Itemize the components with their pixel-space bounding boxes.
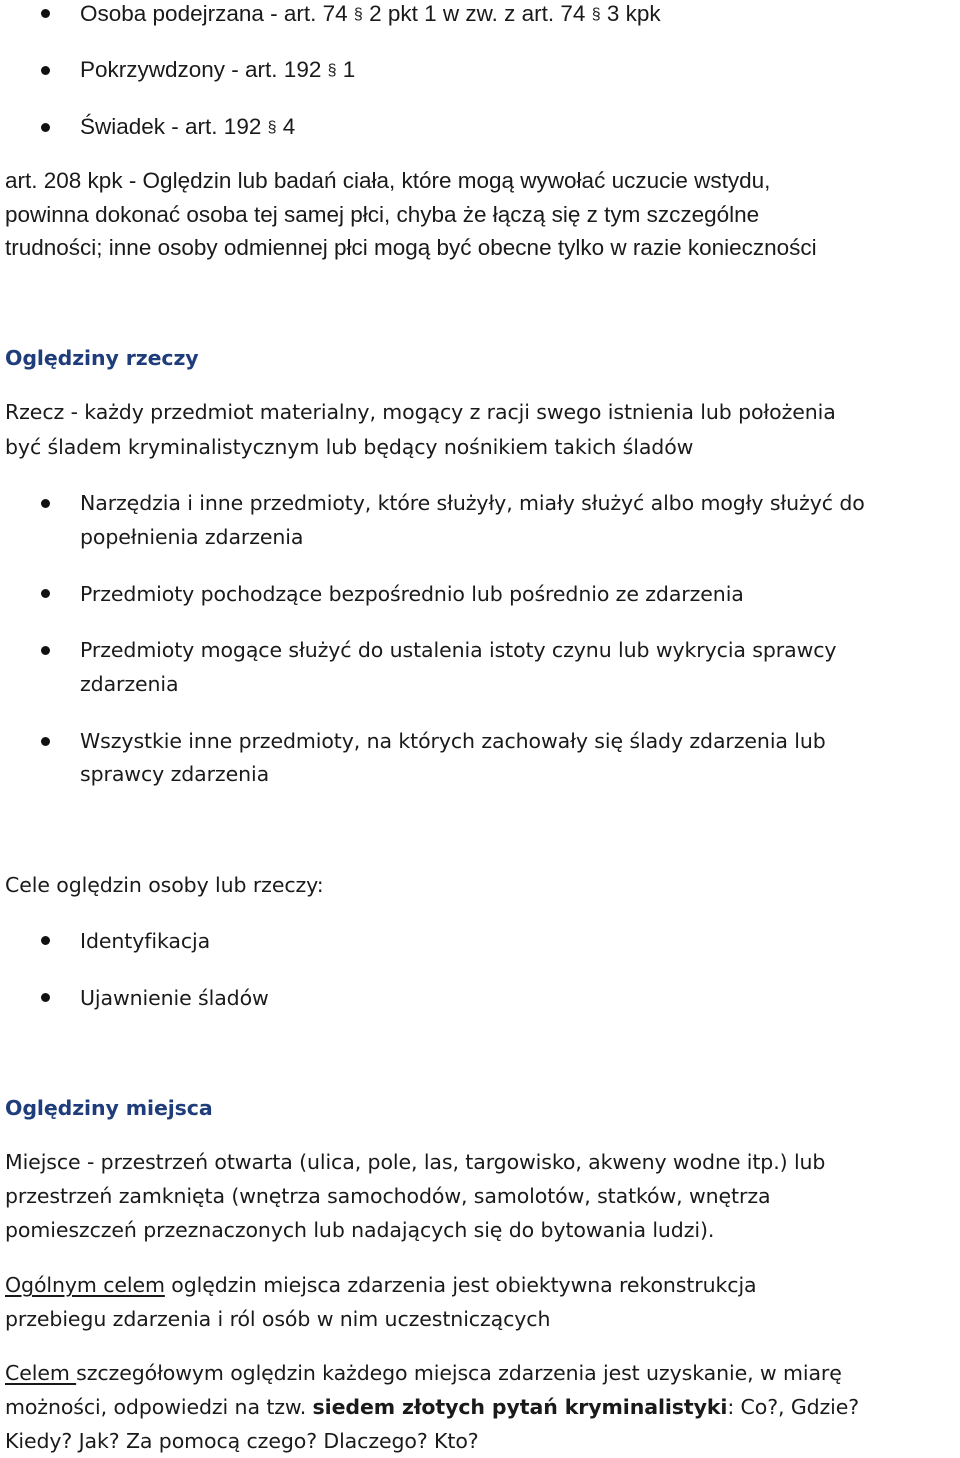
section-heading-ogledziny-rzeczy: Oględziny rzeczy <box>5 346 199 370</box>
bullet-dot <box>41 66 50 75</box>
list-item-line: sprawcy zdarzenia <box>80 762 270 786</box>
list-item-osoba-podejrzana <box>80 2 661 29</box>
paragraph-ogolny-cel <box>5 1273 757 1297</box>
section-sign: § <box>267 119 277 136</box>
definition-rzecz-line: być śladem kryminalistycznym lub będący nośnikiem takich śladów <box>5 435 694 459</box>
list-item-text: Osoba podejrzana - art. 74 <box>80 1 354 26</box>
paragraph-ogolny-cel-line2: przebiegu zdarzenia i ról osób w nim uczestniczących <box>5 1307 551 1331</box>
list-item-line: zdarzenia <box>80 672 179 696</box>
definition-miejsce-line: przestrzeń zamknięta (wnętrza samochodów, samolotów, statków, wnętrza <box>5 1184 771 1208</box>
underlined-term: Ogólnym celem <box>5 1273 165 1297</box>
underlined-term: Celem <box>5 1361 77 1385</box>
list-item-line: Wszystkie inne przedmioty, na których zachowały się ślady zdarzenia lub <box>80 729 826 753</box>
section-sign: § <box>353 6 363 23</box>
bullet-dot <box>41 646 50 655</box>
list-item-line: Narzędzia i inne przedmioty, które służyły, miały służyć albo mogły służyć do <box>80 491 865 515</box>
list-item-pokrzywdzony <box>80 58 355 85</box>
section-sign: § <box>591 6 601 23</box>
bullet-dot <box>41 499 50 508</box>
section-heading-cele: Cele oględzin osoby lub rzeczy: <box>5 873 324 897</box>
definition-miejsce-line: pomieszczeń przeznaczonych lub nadających się do bytowania ludzi). <box>5 1218 715 1242</box>
bullet-dot <box>41 993 50 1002</box>
bold-phrase: siedem złotych pytań kryminalistyki <box>312 1395 728 1419</box>
bullet-dot <box>41 589 50 598</box>
paragraph-art208-line: trudności; inne osoby odmiennej płci mogą być obecne tylko w razie konieczności <box>5 235 817 260</box>
paragraph-text: szczegółowym oględzin każdego miejsca zdarzenia jest uzyskanie, w miarę <box>76 1361 842 1385</box>
list-item-line: Przedmioty pochodzące bezpośrednio lub pośrednio ze zdarzenia <box>80 582 744 606</box>
paragraph-szczegolowy-cel-line2 <box>5 1395 859 1419</box>
definition-miejsce-line: Miejsce - przestrzeń otwarta (ulica, pole, las, targowisko, akweny wodne itp.) lub <box>5 1150 826 1174</box>
list-item-text: 1 <box>336 57 356 82</box>
bullet-dot <box>41 737 50 746</box>
paragraph-text: oględzin miejsca zdarzenia jest obiektywna rekonstrukcja <box>164 1273 757 1297</box>
list-item-text: 2 pkt 1 w zw. z art. 74 <box>362 1 592 26</box>
section-heading-ogledziny-miejsca: Oględziny miejsca <box>5 1096 213 1120</box>
paragraph-text: : Co?, Gdzie? <box>727 1395 860 1419</box>
paragraph-art208-line: powinna dokonać osoba tej samej płci, chyba że łączą się z tym szczególne <box>5 202 760 227</box>
list-item-identyfikacja: Identyfikacja <box>80 929 211 953</box>
bullet-dot <box>41 9 50 18</box>
definition-rzecz-line: Rzecz - każdy przedmiot materialny, mogący z racji swego istnienia lub położenia <box>5 400 836 424</box>
list-item-text: Pokrzywdzony - art. 192 <box>80 57 328 82</box>
list-item-text: 3 kpk <box>600 1 661 26</box>
paragraph-szczegolowy-cel-line3: Kiedy? Jak? Za pomocą czego? Dlaczego? Kto? <box>5 1429 479 1453</box>
list-item-line: Przedmioty mogące służyć do ustalenia istoty czynu lub wykrycia sprawcy <box>80 638 837 662</box>
list-item-text: 4 <box>276 114 296 139</box>
list-item-swiadek <box>80 115 295 142</box>
paragraph-text: możności, odpowiedzi na tzw. <box>5 1395 313 1419</box>
bullet-dot <box>41 936 50 945</box>
list-item-text: Świadek - art. 192 <box>80 114 268 139</box>
bullet-dot <box>41 123 50 132</box>
list-item-ujawnienie-sladow: Ujawnienie śladów <box>80 986 269 1010</box>
section-sign: § <box>327 62 337 79</box>
paragraph-szczegolowy-cel <box>5 1361 842 1385</box>
paragraph-art208-line: art. 208 kpk - Oględzin lub badań ciała, które mogą wywołać uczucie wstydu, <box>5 168 771 193</box>
list-item-line: popełnienia zdarzenia <box>80 525 304 549</box>
